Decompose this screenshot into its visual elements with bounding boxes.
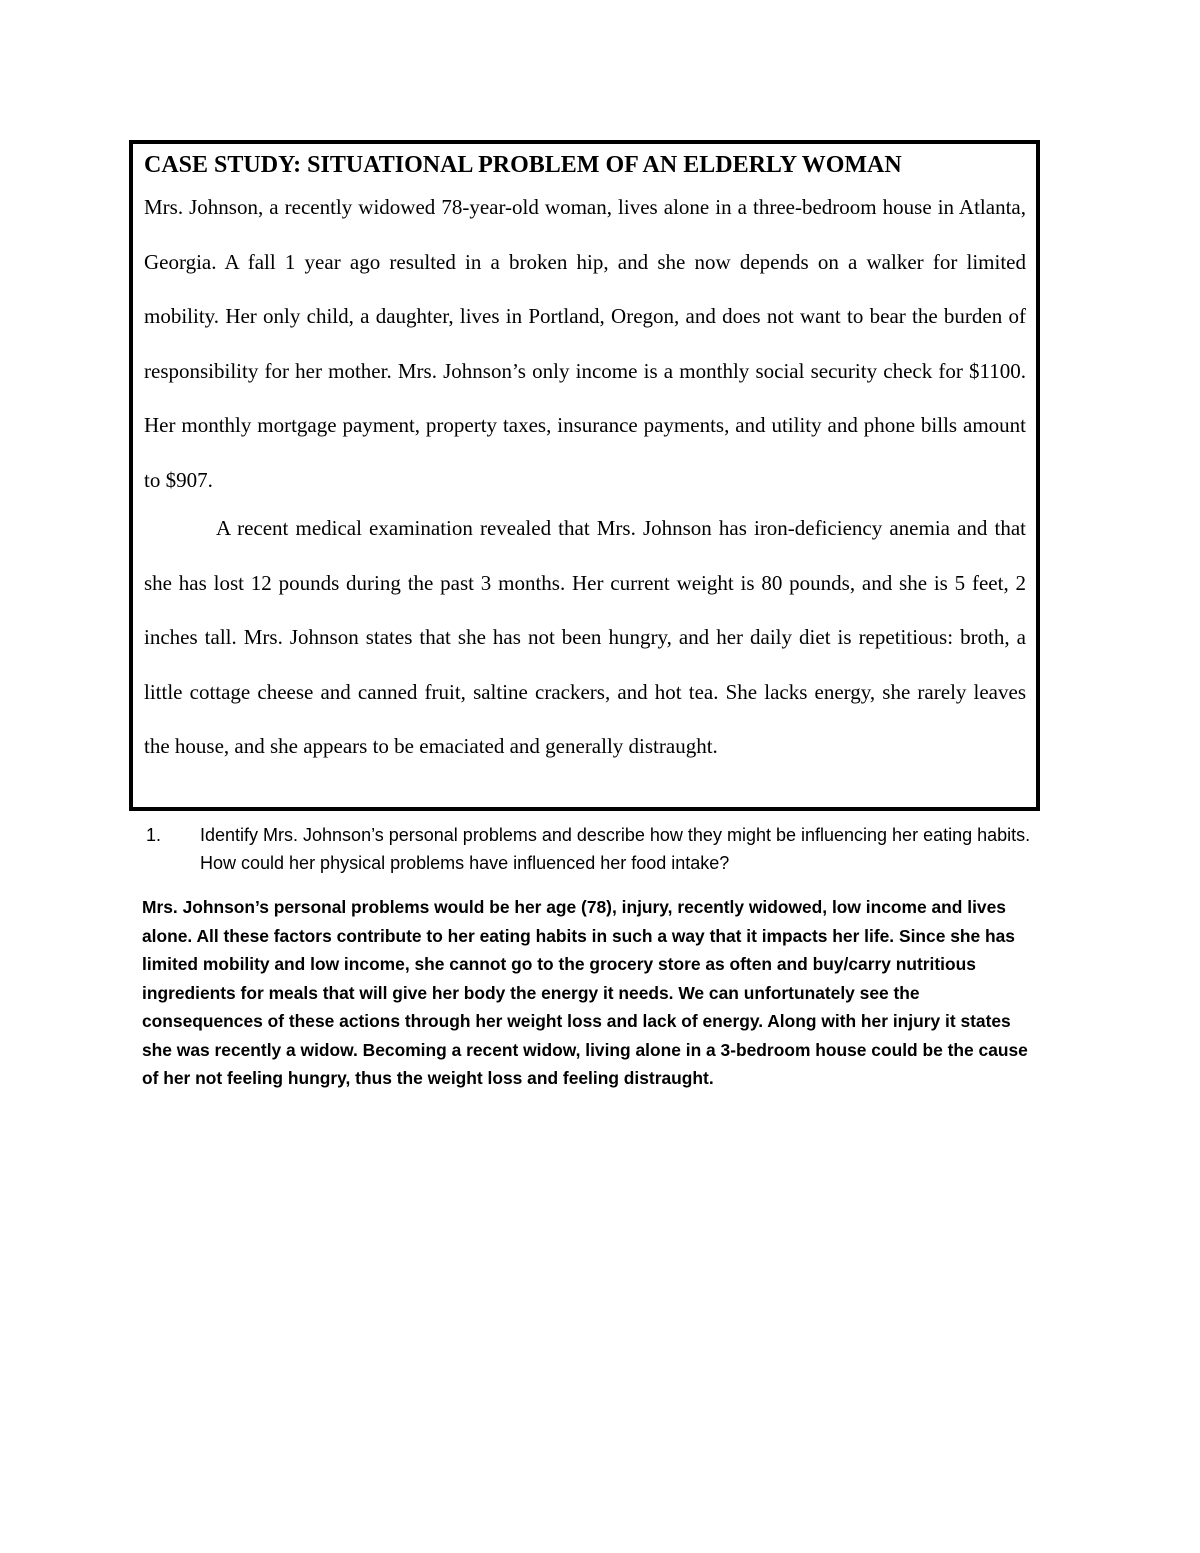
case-study-paragraph-2: A recent medical examination revealed that Mrs. Johnson has iron-deficiency anemia and that she has lost 12 pounds during the past 3 months. Her current weight is 80 pounds, and she is 5 feet, 2 inches tall. Mrs. Johnson states that she has not been hungry, and her daily diet is repetitious: broth, a little cottage cheese and canned fruit, saltine crackers, and hot tea. She lacks energy, she rarely leaves the house, and she appears to be emaciated and generally distraught.: [144, 516, 1026, 758]
question-number: 1.: [146, 825, 162, 845]
answer-paragraph: Mrs. Johnson’s personal problems would be her age (78), injury, recently widowed, low income and lives alone. All these factors contribute to her eating habits in such a way that it impacts her life. Since she has limited mobility and low income, she cannot go to the grocery store as often and buy/carry nutritious ingredients for meals that will give her body the energy it needs. We can unfortunately see the consequences of these actions through her weight loss and lack of energy. Along with her injury it states she was recently a widow. Becoming a recent widow, living alone in a 3-bedroom house could be the cause of her not feeling hungry, thus the weight loss and feeling distraught.: [142, 897, 1028, 1088]
question-list: [142, 821, 1042, 877]
case-study-title: CASE STUDY: SITUATIONAL PROBLEM OF AN ELDERLY WOMAN: [144, 152, 902, 178]
case-study-paragraph-1: Mrs. Johnson, a recently widowed 78-year-old woman, lives alone in a three-bedroom house in Atlanta, Georgia. A fall 1 year ago resulted in a broken hip, and she now depends on a walker for limited mobility. Her only child, a daughter, lives in Portland, Oregon, and does not want to bear the burden of responsibility for her mother. Mrs. Johnson’s only income is a monthly social security check for $1100. Her monthly mortgage payment, property taxes, insurance payments, and utility and phone bills amount to $907.: [144, 195, 1026, 492]
case-study-box: [129, 140, 1040, 811]
question-item: [142, 821, 1042, 877]
question-text: Identify Mrs. Johnson’s personal problems and describe how they might be influencing her eating habits. How could her physical problems have influenced her food intake?: [200, 825, 1031, 873]
